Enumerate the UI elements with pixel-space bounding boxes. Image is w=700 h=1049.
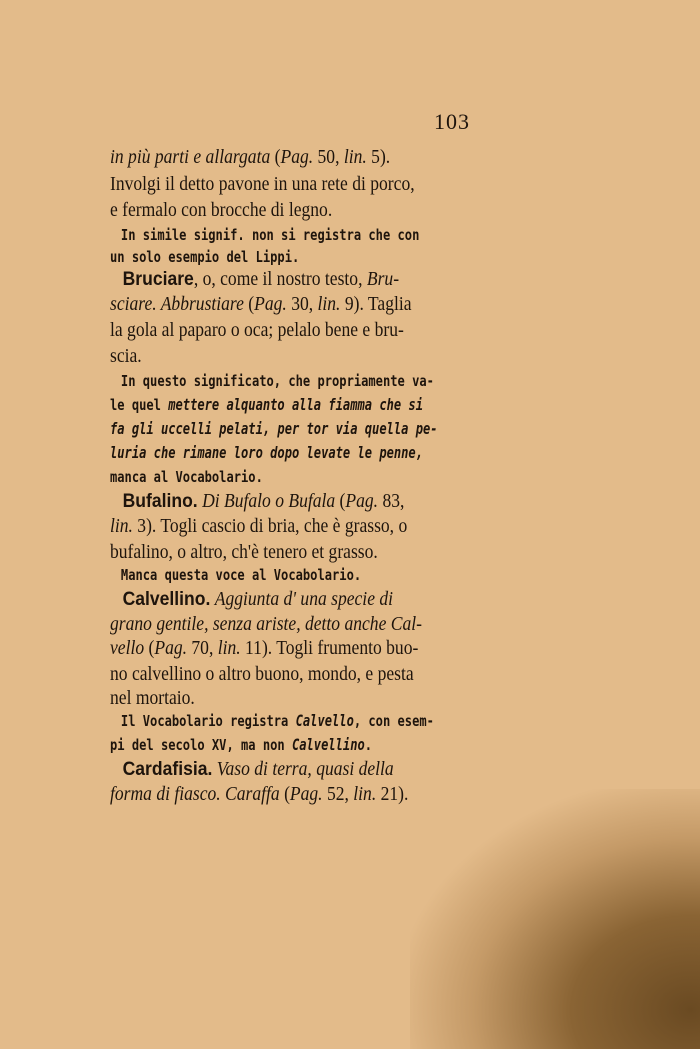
text-segment: sciare. Abbrustiare: [110, 294, 244, 315]
text-segment: In questo significato, che propriamente va-: [120, 372, 434, 390]
text-segment: 52,: [322, 784, 354, 805]
text-segment: , o, come il nostro testo,: [193, 269, 367, 290]
text-line: [110, 490, 453, 513]
entry-headword: Calvellino.: [122, 588, 211, 610]
text-segment: e fermalo con brocche di legno.: [110, 200, 333, 221]
note-line: [110, 736, 396, 754]
entry-headword: Cardafisia.: [122, 758, 213, 780]
text-segment: Pag.: [254, 294, 287, 315]
text-segment: 5).: [366, 147, 391, 168]
text-segment: luria che rimane loro dopo levate le penne,: [110, 444, 423, 462]
text-segment: pi del secolo XV, ma non: [110, 736, 292, 754]
text-line: [110, 147, 440, 169]
text-line: [110, 200, 440, 222]
text-segment: lin.: [353, 784, 377, 805]
text-segment: Calvellino: [291, 736, 365, 754]
text-segment: 9). Taglia: [340, 294, 412, 315]
note-line: [110, 444, 423, 462]
text-segment: vello: [110, 638, 145, 659]
text-segment: fa gli uccelli pelati, per tor via quella pe-: [110, 420, 438, 438]
text-segment: (: [243, 294, 255, 315]
text-segment: in più parti e allargata: [110, 147, 271, 168]
entry-headword: Bufalino.: [122, 490, 198, 512]
note-line: [110, 226, 420, 244]
text-segment: 50,: [313, 147, 344, 168]
note-line: [110, 566, 407, 584]
text-line: [110, 664, 440, 686]
text-segment: 70,: [187, 638, 218, 659]
text-segment: la gola al paparo o oca; pelalo bene e bru-: [110, 320, 404, 341]
text-segment: Il Vocabolario registra: [120, 712, 296, 730]
text-segment: Pag.: [289, 784, 323, 805]
text-segment: (: [144, 638, 155, 659]
text-segment: Aggiunta d' una specie di: [214, 589, 394, 610]
text-line: [110, 784, 440, 806]
text-segment: 11). Togli frumento buo-: [240, 638, 419, 659]
text-segment: 30,: [286, 294, 318, 315]
text-segment: le quel: [110, 396, 169, 414]
text-line: [110, 614, 440, 636]
text-segment: Manca questa voce al Vocabolario.: [120, 566, 362, 584]
text-segment: Pag.: [154, 638, 188, 659]
text-segment: .: [364, 736, 373, 754]
text-line: [110, 516, 440, 538]
text-segment: Pag.: [280, 147, 314, 168]
text-segment: 3). Togli cascio di bria, che è grasso, o: [132, 516, 408, 537]
text-line: [110, 268, 453, 291]
note-line: [110, 372, 434, 390]
text-line: [110, 638, 440, 660]
text-segment: Bru-: [366, 269, 400, 290]
note-line: [110, 420, 438, 438]
text-segment: lin.: [317, 294, 341, 315]
note-line: [110, 248, 396, 266]
text-segment: nel mortaio.: [110, 688, 195, 709]
text-segment: Pag.: [345, 491, 379, 512]
text-line: [110, 294, 440, 316]
text-line: [110, 542, 440, 564]
text-segment: 21).: [376, 784, 409, 805]
text-line: [110, 688, 440, 710]
text-segment: mettere alquanto alla fiamma che si: [168, 396, 423, 414]
text-segment: Vaso di terra, quasi della: [216, 759, 394, 780]
note-line: [110, 712, 434, 730]
text-segment: 83,: [378, 491, 405, 512]
text-segment: (: [270, 147, 281, 168]
text-segment: forma di fiasco. Caraffa: [110, 784, 280, 805]
text-segment: lin.: [110, 516, 133, 537]
note-line: [110, 396, 423, 414]
text-line: [110, 346, 440, 368]
text-segment: grano gentile, senza ariste, detto anche Cal-: [110, 614, 422, 635]
text-segment: no calvellino o altro buono, mondo, e pesta: [110, 664, 414, 685]
text-segment: Calvello: [295, 712, 354, 730]
entry-headword: Bruciare: [122, 268, 194, 290]
text-segment: manca al Vocabolario.: [110, 468, 263, 486]
text-segment: bufalino, o altro, ch'è tenero et grasso.: [110, 542, 378, 563]
text-segment: Involgi il detto pavone in una rete di porco,: [110, 174, 415, 195]
note-line: [110, 468, 396, 486]
text-segment: lin.: [343, 147, 367, 168]
text-line: [110, 588, 453, 611]
text-segment: lin.: [217, 638, 241, 659]
page-stain: [410, 789, 700, 1049]
text-segment: scia.: [110, 346, 142, 367]
text-line: [110, 174, 440, 196]
text-segment: (: [279, 784, 290, 805]
text-segment: (: [335, 491, 346, 512]
text-segment: Di Bufalo o Bufala: [202, 491, 336, 512]
text-line: [110, 758, 453, 781]
page-number: 103: [434, 109, 470, 134]
text-segment: , con esem-: [353, 712, 434, 730]
text-segment: un solo esempio del Lippi.: [110, 248, 300, 266]
text-segment: In simile signif. non si registra che con: [120, 226, 420, 244]
text-line: [110, 320, 440, 342]
